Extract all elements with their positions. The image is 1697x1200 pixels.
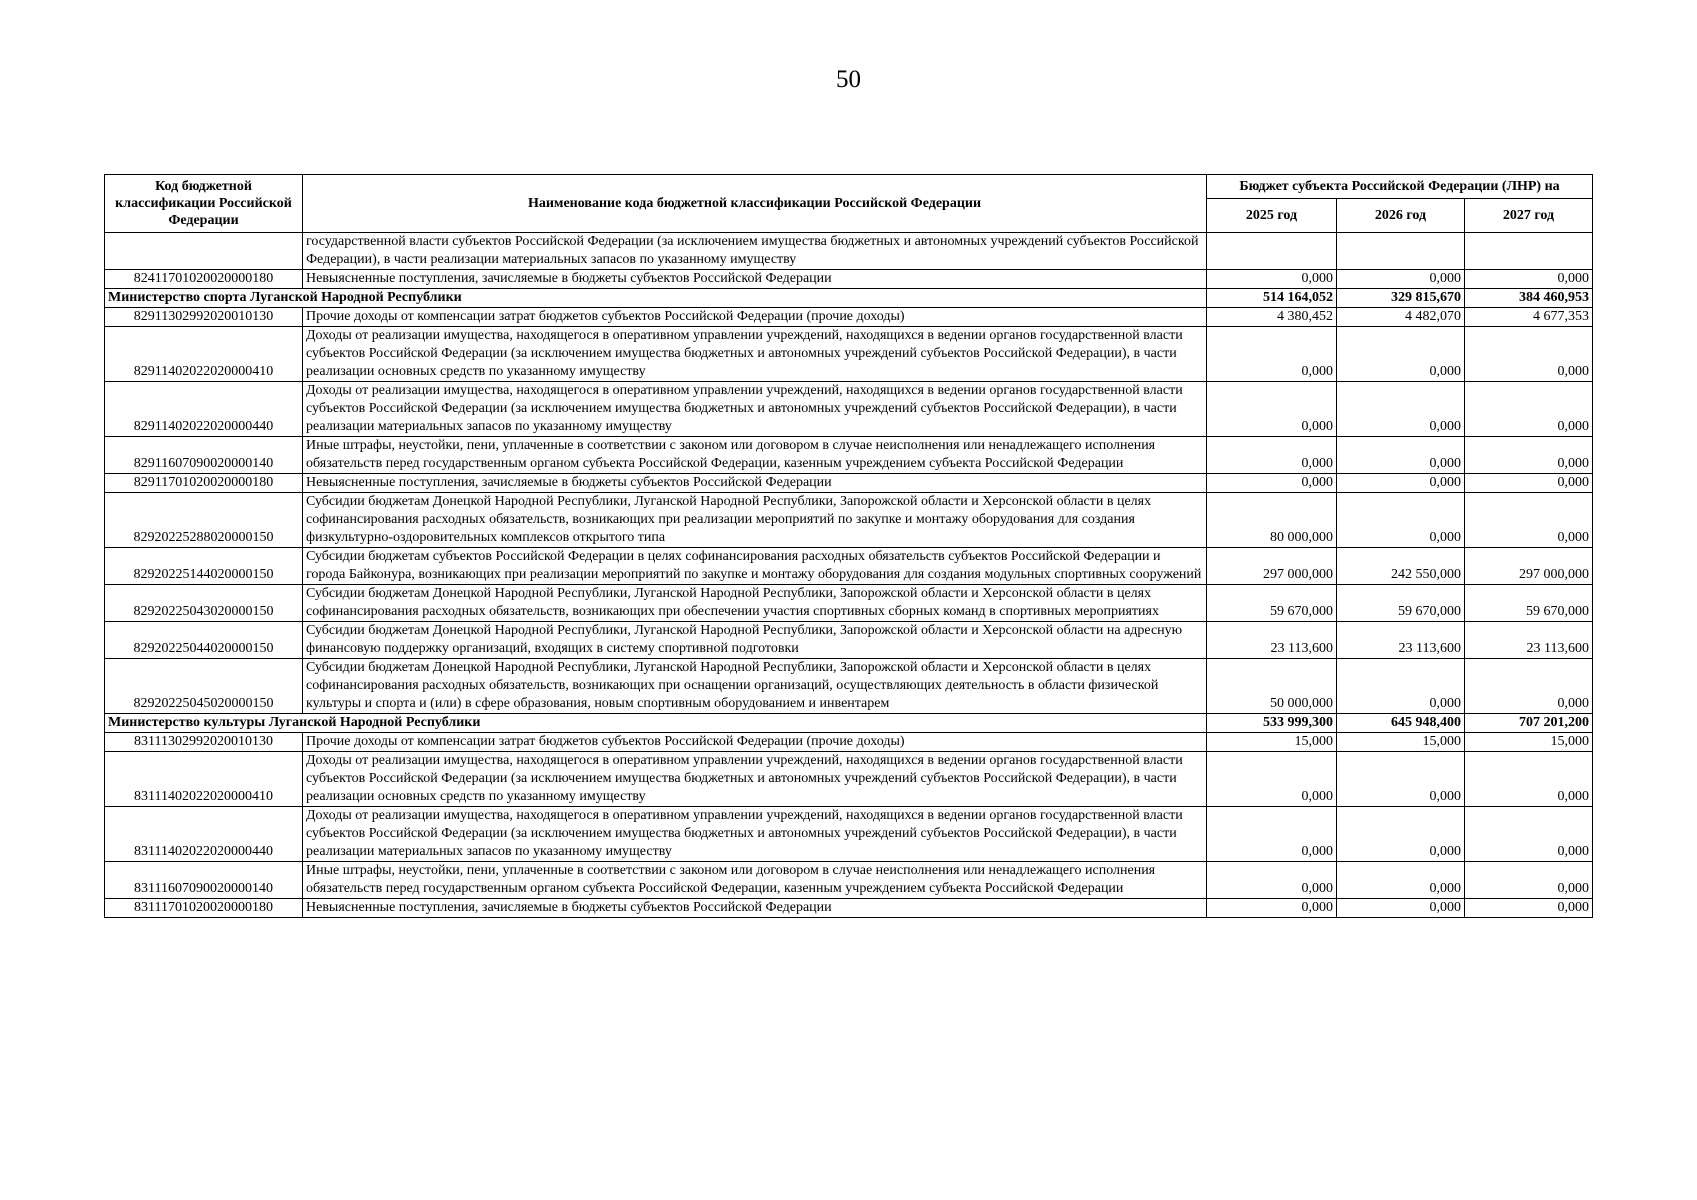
table-body [105, 233, 1593, 918]
value-2027: 0,000 [1465, 437, 1593, 474]
row-name: Субсидии бюджетам Донецкой Народной Республики, Луганской Народной Республики, Запорожской области и Херсонской области на адресную финансовую поддержку организаций, входящих в систему спортивной подготовки [303, 622, 1207, 659]
value-2025: 0,000 [1207, 752, 1337, 807]
table-row [105, 327, 1593, 382]
header-name: Наименование кода бюджетной классификации Российской Федерации [303, 175, 1207, 233]
value-2026: 329 815,670 [1337, 289, 1465, 308]
value-2026: 59 670,000 [1337, 585, 1465, 622]
row-name: Невыясненные поступления, зачисляемые в бюджеты субъектов Российской Федерации [303, 474, 1207, 493]
row-code: 83111402022020000440 [105, 807, 303, 862]
row-code: 82920225288020000150 [105, 493, 303, 548]
value-2025: 50 000,000 [1207, 659, 1337, 714]
row-code: 83111607090020000140 [105, 862, 303, 899]
table-row [105, 493, 1593, 548]
header-year-2027: 2027 год [1465, 199, 1593, 233]
value-2026: 0,000 [1337, 270, 1465, 289]
row-name: Прочие доходы от компенсации затрат бюджетов субъектов Российской Федерации (прочие доходы) [303, 733, 1207, 752]
value-2027: 707 201,200 [1465, 714, 1593, 733]
row-code: 83111302992020010130 [105, 733, 303, 752]
value-2027: 0,000 [1465, 382, 1593, 437]
value-2027: 23 113,600 [1465, 622, 1593, 659]
table-row [105, 899, 1593, 918]
row-name: Иные штрафы, неустойки, пени, уплаченные в соответствии с законом или договором в случае неисполнения или ненадлежащего исполнения обязательств перед государственным органом субъекта Российской Федерации, казенным учреждением субъекта Российской Федерации [303, 862, 1207, 899]
row-name: Невыясненные поступления, зачисляемые в бюджеты субъектов Российской Федерации [303, 899, 1207, 918]
value-2027: 0,000 [1465, 659, 1593, 714]
page-number: 50 [836, 66, 861, 93]
value-2026: 645 948,400 [1337, 714, 1465, 733]
value-2026: 0,000 [1337, 493, 1465, 548]
value-2025: 15,000 [1207, 733, 1337, 752]
value-2026 [1337, 233, 1465, 270]
value-2027: 0,000 [1465, 474, 1593, 493]
table-row [105, 548, 1593, 585]
value-2026: 0,000 [1337, 659, 1465, 714]
value-2025 [1207, 233, 1337, 270]
value-2026: 0,000 [1337, 899, 1465, 918]
group-row [105, 714, 1593, 733]
value-2027: 0,000 [1465, 270, 1593, 289]
row-name: Доходы от реализации имущества, находящегося в оперативном управлении учреждений, находящихся в ведении органов государственной власти субъектов Российской Федерации (за исключением имущества бюджетных и автономных учреждений субъектов Российской Федерации), в части реализации материальных запасов по указанному имуществу [303, 382, 1207, 437]
value-2027: 4 677,353 [1465, 308, 1593, 327]
row-code: 82911302992020010130 [105, 308, 303, 327]
table-row [105, 270, 1593, 289]
row-name: Доходы от реализации имущества, находящегося в оперативном управлении учреждений, находящихся в ведении органов государственной власти субъектов Российской Федерации (за исключением имущества бюджетных и автономных учреждений субъектов Российской Федерации), в части реализации основных средств по указанному имуществу [303, 752, 1207, 807]
group-name: Министерство спорта Луганской Народной Республики [105, 289, 1207, 308]
value-2025: 514 164,052 [1207, 289, 1337, 308]
header-year-2025: 2025 год [1207, 199, 1337, 233]
value-2025: 0,000 [1207, 437, 1337, 474]
value-2027: 0,000 [1465, 327, 1593, 382]
table-row [105, 752, 1593, 807]
value-2027 [1465, 233, 1593, 270]
row-name: государственной власти субъектов Российской Федерации (за исключением имущества бюджетных и автономных учреждений субъектов Российской Федерации), в части реализации материальных запасов по указанному имуществу [303, 233, 1207, 270]
table-row [105, 862, 1593, 899]
value-2025: 4 380,452 [1207, 308, 1337, 327]
row-name: Доходы от реализации имущества, находящегося в оперативном управлении учреждений, находящихся в ведении органов государственной власти субъектов Российской Федерации (за исключением имущества бюджетных и автономных учреждений субъектов Российской Федерации), в части реализации основных средств по указанному имуществу [303, 327, 1207, 382]
value-2025: 0,000 [1207, 474, 1337, 493]
table-row [105, 807, 1593, 862]
value-2025: 59 670,000 [1207, 585, 1337, 622]
value-2025: 297 000,000 [1207, 548, 1337, 585]
row-name: Доходы от реализации имущества, находящегося в оперативном управлении учреждений, находящихся в ведении органов государственной власти субъектов Российской Федерации (за исключением имущества бюджетных и автономных учреждений субъектов Российской Федерации), в части реализации материальных запасов по указанному имуществу [303, 807, 1207, 862]
value-2027: 0,000 [1465, 862, 1593, 899]
value-2025: 0,000 [1207, 382, 1337, 437]
row-name: Субсидии бюджетам Донецкой Народной Республики, Луганской Народной Республики, Запорожской области и Херсонской области в целях софинансирования расходных обязательств, возникающих при обеспечении участия спортивных сборных команд в спортивных мероприятиях [303, 585, 1207, 622]
value-2025: 0,000 [1207, 807, 1337, 862]
value-2027: 0,000 [1465, 899, 1593, 918]
table-row [105, 437, 1593, 474]
table-row [105, 622, 1593, 659]
value-2026: 0,000 [1337, 382, 1465, 437]
value-2026: 0,000 [1337, 474, 1465, 493]
table-row [105, 382, 1593, 437]
value-2026: 0,000 [1337, 807, 1465, 862]
row-name: Невыясненные поступления, зачисляемые в бюджеты субъектов Российской Федерации [303, 270, 1207, 289]
group-row [105, 289, 1593, 308]
row-code: 82911402022020000440 [105, 382, 303, 437]
row-code: 82911402022020000410 [105, 327, 303, 382]
value-2025: 0,000 [1207, 862, 1337, 899]
value-2026: 0,000 [1337, 862, 1465, 899]
row-name: Субсидии бюджетам субъектов Российской Федерации в целях софинансирования расходных обязательств субъектов Российской Федерации и города Байконура, возникающих при реализации мероприятий по закупке и монтажу оборудования для создания модульных спортивных сооружений [303, 548, 1207, 585]
value-2027: 0,000 [1465, 752, 1593, 807]
value-2025: 0,000 [1207, 327, 1337, 382]
value-2027: 297 000,000 [1465, 548, 1593, 585]
row-code: 82920225043020000150 [105, 585, 303, 622]
value-2026: 242 550,000 [1337, 548, 1465, 585]
value-2025: 0,000 [1207, 899, 1337, 918]
header-budget-group: Бюджет субъекта Российской Федерации (ЛНР) на [1207, 175, 1593, 199]
value-2027: 15,000 [1465, 733, 1593, 752]
table-header [105, 175, 1593, 233]
table-row [105, 733, 1593, 752]
value-2025: 23 113,600 [1207, 622, 1337, 659]
table-row [105, 233, 1593, 270]
value-2026: 4 482,070 [1337, 308, 1465, 327]
row-name: Субсидии бюджетам Донецкой Народной Республики, Луганской Народной Республики, Запорожской области и Херсонской области в целях софинансирования расходных обязательств, возникающих при реализации мероприятий по закупке и монтажу оборудования для создания физкультурно-оздоровительных комплексов открытого типа [303, 493, 1207, 548]
value-2026: 0,000 [1337, 752, 1465, 807]
row-code: 83111402022020000410 [105, 752, 303, 807]
header-code: Код бюджетной классификации Российской Федерации [105, 175, 303, 233]
group-name: Министерство культуры Луганской Народной Республики [105, 714, 1207, 733]
row-code: 82920225144020000150 [105, 548, 303, 585]
table-row [105, 659, 1593, 714]
value-2027: 384 460,953 [1465, 289, 1593, 308]
table-row [105, 308, 1593, 327]
value-2026: 0,000 [1337, 327, 1465, 382]
row-name: Иные штрафы, неустойки, пени, уплаченные в соответствии с законом или договором в случае неисполнения или ненадлежащего исполнения обязательств перед государственным органом субъекта Российской Федерации, казенным учреждением субъекта Российской Федерации [303, 437, 1207, 474]
row-code: 82911607090020000140 [105, 437, 303, 474]
row-code: 83111701020020000180 [105, 899, 303, 918]
row-code: 82920225044020000150 [105, 622, 303, 659]
value-2027: 59 670,000 [1465, 585, 1593, 622]
value-2026: 0,000 [1337, 437, 1465, 474]
value-2025: 0,000 [1207, 270, 1337, 289]
row-code: 82920225045020000150 [105, 659, 303, 714]
value-2027: 0,000 [1465, 807, 1593, 862]
header-year-2026: 2026 год [1337, 199, 1465, 233]
row-code [105, 233, 303, 270]
row-name: Субсидии бюджетам Донецкой Народной Республики, Луганской Народной Республики, Запорожской области и Херсонской области в целях софинансирования расходных обязательств, возникающих при оснащении организаций, осуществляющих деятельность в области физической культуры и спорта и (или) в сфере образования, новым спортивным оборудованием и инвентарем [303, 659, 1207, 714]
value-2025: 80 000,000 [1207, 493, 1337, 548]
value-2026: 15,000 [1337, 733, 1465, 752]
row-name: Прочие доходы от компенсации затрат бюджетов субъектов Российской Федерации (прочие доходы) [303, 308, 1207, 327]
row-code: 82411701020020000180 [105, 270, 303, 289]
row-code: 82911701020020000180 [105, 474, 303, 493]
budget-table [104, 174, 1593, 918]
value-2027: 0,000 [1465, 493, 1593, 548]
value-2025: 533 999,300 [1207, 714, 1337, 733]
table-row [105, 474, 1593, 493]
table-row [105, 585, 1593, 622]
value-2026: 23 113,600 [1337, 622, 1465, 659]
